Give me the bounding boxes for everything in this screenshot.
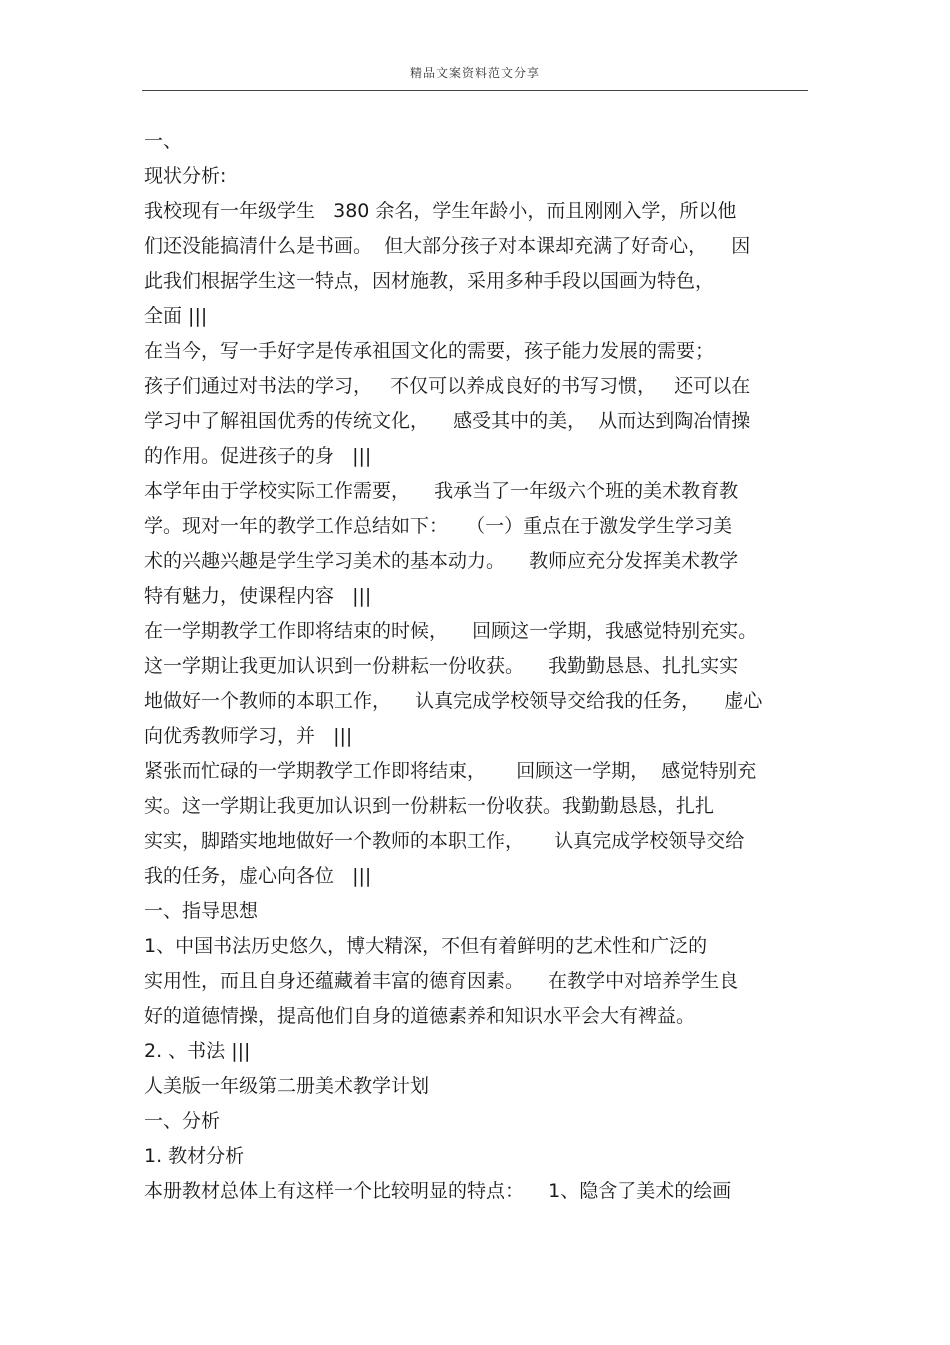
text-line: 学习中了解祖国优秀的传统文化， 感受其中的美， 从而达到陶冶情操 [144,410,751,432]
text-line: 们还没能搞清什么是书画。 但大部分孩子对本课却充满了好奇心， 因 [144,235,751,257]
text-line: 本册教材总体上有这样一个比较明显的特点： 1、隐含了美术的绘画 [144,1180,732,1202]
text-line: 一、指导思想 [144,900,259,922]
text-line: 地做好一个教师的本职工作， 认真完成学校领导交给我的任务， 虚心 [144,690,763,712]
text-line: 我校现有一年级学生 380 余名，学生年龄小，而且刚刚入学，所以他 [144,200,737,222]
text-line: 特有魅力，使课程内容 ||| [144,585,372,607]
header-divider [142,90,808,91]
text-line: 1、中国书法历史悠久，博大精深，不但有着鲜明的艺术性和广泛的 [144,935,708,957]
text-line: 全面 ||| [144,305,208,327]
text-line: 我的任务，虚心向各位 ||| [144,865,372,887]
text-line: 此我们根据学生这一特点，因材施教，采用多种手段以国画为特色， [144,270,715,292]
text-line: 向优秀教师学习，并 ||| [144,725,353,747]
text-line: 本学年由于学校实际工作需要， 我承当了一年级六个班的美术教育教 [144,480,739,502]
text-line: 这一学期让我更加认识到一份耕耘一份收获。 我勤勤恳恳、扎扎实实 [144,655,739,677]
document-body [144,124,810,1209]
text-line: 一、 [144,130,183,152]
text-line: 孩子们通过对书法的学习， 不仅可以养成良好的书写习惯， 还可以在 [144,375,751,397]
text-line: 现状分析: [144,165,227,187]
text-line: 实。这一学期让我更加认识到一份耕耘一份收获。我勤勤恳恳，扎扎 [144,795,715,817]
text-line: 好的道德情操，提高他们自身的道德素养和知识水平会大有裨益。 [144,1005,696,1027]
text-line: 一、分析 [144,1110,221,1132]
text-line: 实用性，而且自身还蕴藏着丰富的德育因素。 在教学中对培养学生良 [144,970,739,992]
text-line: 的作用。促进孩子的身 ||| [144,445,372,467]
text-line: 实实，脚踏实地地做好一个教师的本职工作， 认真完成学校领导交给 [144,830,745,852]
text-line: 在一学期教学工作即将结束的时候， 回顾这一学期，我感觉特别充实。 [144,620,758,642]
text-line: 人美版一年级第二册美术教学计划 [144,1075,430,1097]
text-line: 学。现对一年的教学工作总结如下： （一）重点在于激发学生学习美 [144,515,733,537]
text-line: 2. 、书法 ||| [144,1040,251,1062]
text-line: 在当今，写一手好字是传承祖国文化的需要，孩子能力发展的需要； [144,340,715,362]
text-line: 紧张而忙碌的一学期教学工作即将结束， 回顾这一学期， 感觉特别充 [144,760,757,782]
text-line: 术的兴趣兴趣是学生学习美术的基本动力。 教师应充分发挥美术教学 [144,550,739,572]
page-header: 精品文案资料范文分享 [409,66,540,80]
text-line: 1. 教材分析 [144,1145,245,1167]
